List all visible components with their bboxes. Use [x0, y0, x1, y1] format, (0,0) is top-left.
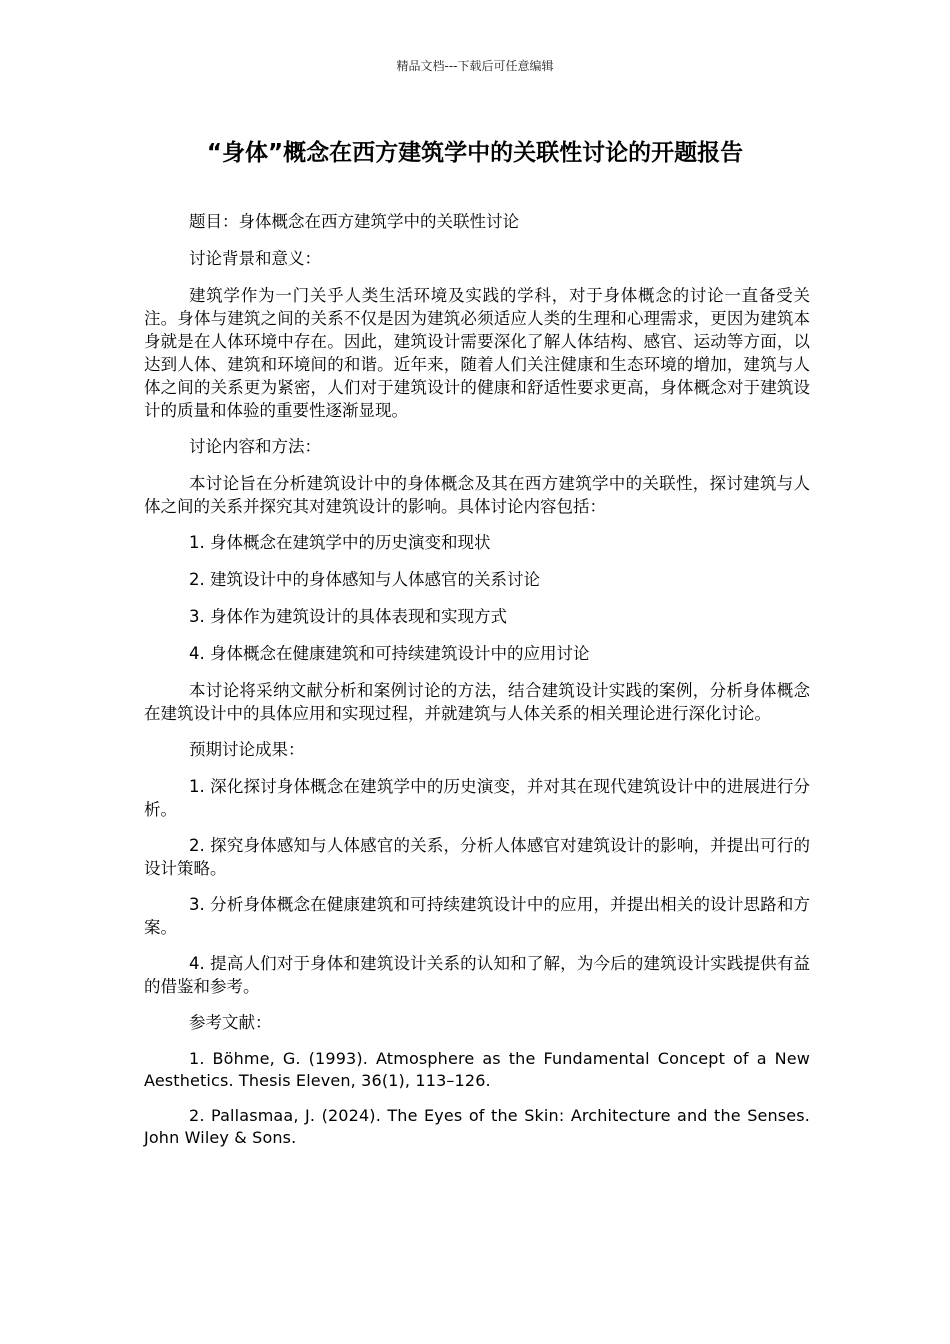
content-list-item: 3. 身体作为建筑设计的具体表现和实现方式 [189, 607, 507, 626]
outcome-item: 4. 提高人们对于身体和建筑设计关系的认知和了解，为今后的建筑设计实践提供有益的借鉴和参考。 [144, 954, 810, 996]
content-list-item: 1. 身体概念在建筑学中的历史演变和现状 [189, 533, 491, 552]
page-header-watermark: 精品文档---下载后可任意编辑 [396, 59, 554, 73]
content-intro-paragraph: 本讨论旨在分析建筑设计中的身体概念及其在西方建筑学中的关联性，探讨建筑与人体之间的关系并探究其对建筑设计的影响。具体讨论内容包括： [144, 474, 810, 516]
document-body [144, 210, 810, 1162]
references-heading: 参考文献： [189, 1013, 272, 1032]
topic-line: 题目：身体概念在西方建筑学中的关联性讨论 [189, 212, 519, 231]
background-paragraph: 建筑学作为一门关乎人类生活环境及实践的学科，对于身体概念的讨论一直备受关注。身体与建筑之间的关系不仅是因为建筑必须适应人类的生理和心理需求，更因为建筑本身就是在人体环境中存在。因此，建筑设计需要深化了解人体结构、感官、运动等方面，以达到人体、建筑和环境间的和谐。近年来，随着人们关注健康和生态环境的增加，建筑与人体之间的关系更为紧密，人们对于建筑设计的健康和舒适性要求更高，身体概念对于建筑设计的质量和体验的重要性逐渐显现。 [144, 286, 810, 420]
content-list-item: 4. 身体概念在健康建筑和可持续建筑设计中的应用讨论 [189, 644, 590, 663]
outcomes-heading: 预期讨论成果： [189, 740, 305, 759]
outcome-item: 2. 探究身体感知与人体感官的关系，分析人体感官对建筑设计的影响，并提出可行的设计策略。 [144, 836, 810, 878]
outcome-item: 1. 深化探讨身体概念在建筑学中的历史演变，并对其在现代建筑设计中的进展进行分析。 [144, 777, 810, 819]
content-list-item: 2. 建筑设计中的身体感知与人体感官的关系讨论 [189, 570, 540, 589]
outcome-item: 3. 分析身体概念在健康建筑和可持续建筑设计中的应用，并提出相关的设计思路和方案。 [144, 895, 810, 937]
reference-item: 2. Pallasmaa, J. (2024). The Eyes of the Skin: Architecture and the Senses. John Wiley & Sons. [144, 1106, 810, 1147]
document-title: “身体”概念在西方建筑学中的关联性讨论的开题报告 [206, 140, 744, 166]
method-paragraph: 本讨论将采纳文献分析和案例讨论的方法，结合建筑设计实践的案例，分析身体概念在建筑设计中的具体应用和实现过程，并就建筑与人体关系的相关理论进行深化讨论。 [144, 681, 810, 723]
content-heading: 讨论内容和方法： [189, 437, 321, 456]
background-heading: 讨论背景和意义： [189, 249, 321, 268]
reference-item: 1. Böhme, G. (1993). Atmosphere as the Fundamental Concept of a New Aesthetics. Thesis Eleven, 36(1), 113–126. [144, 1049, 810, 1090]
